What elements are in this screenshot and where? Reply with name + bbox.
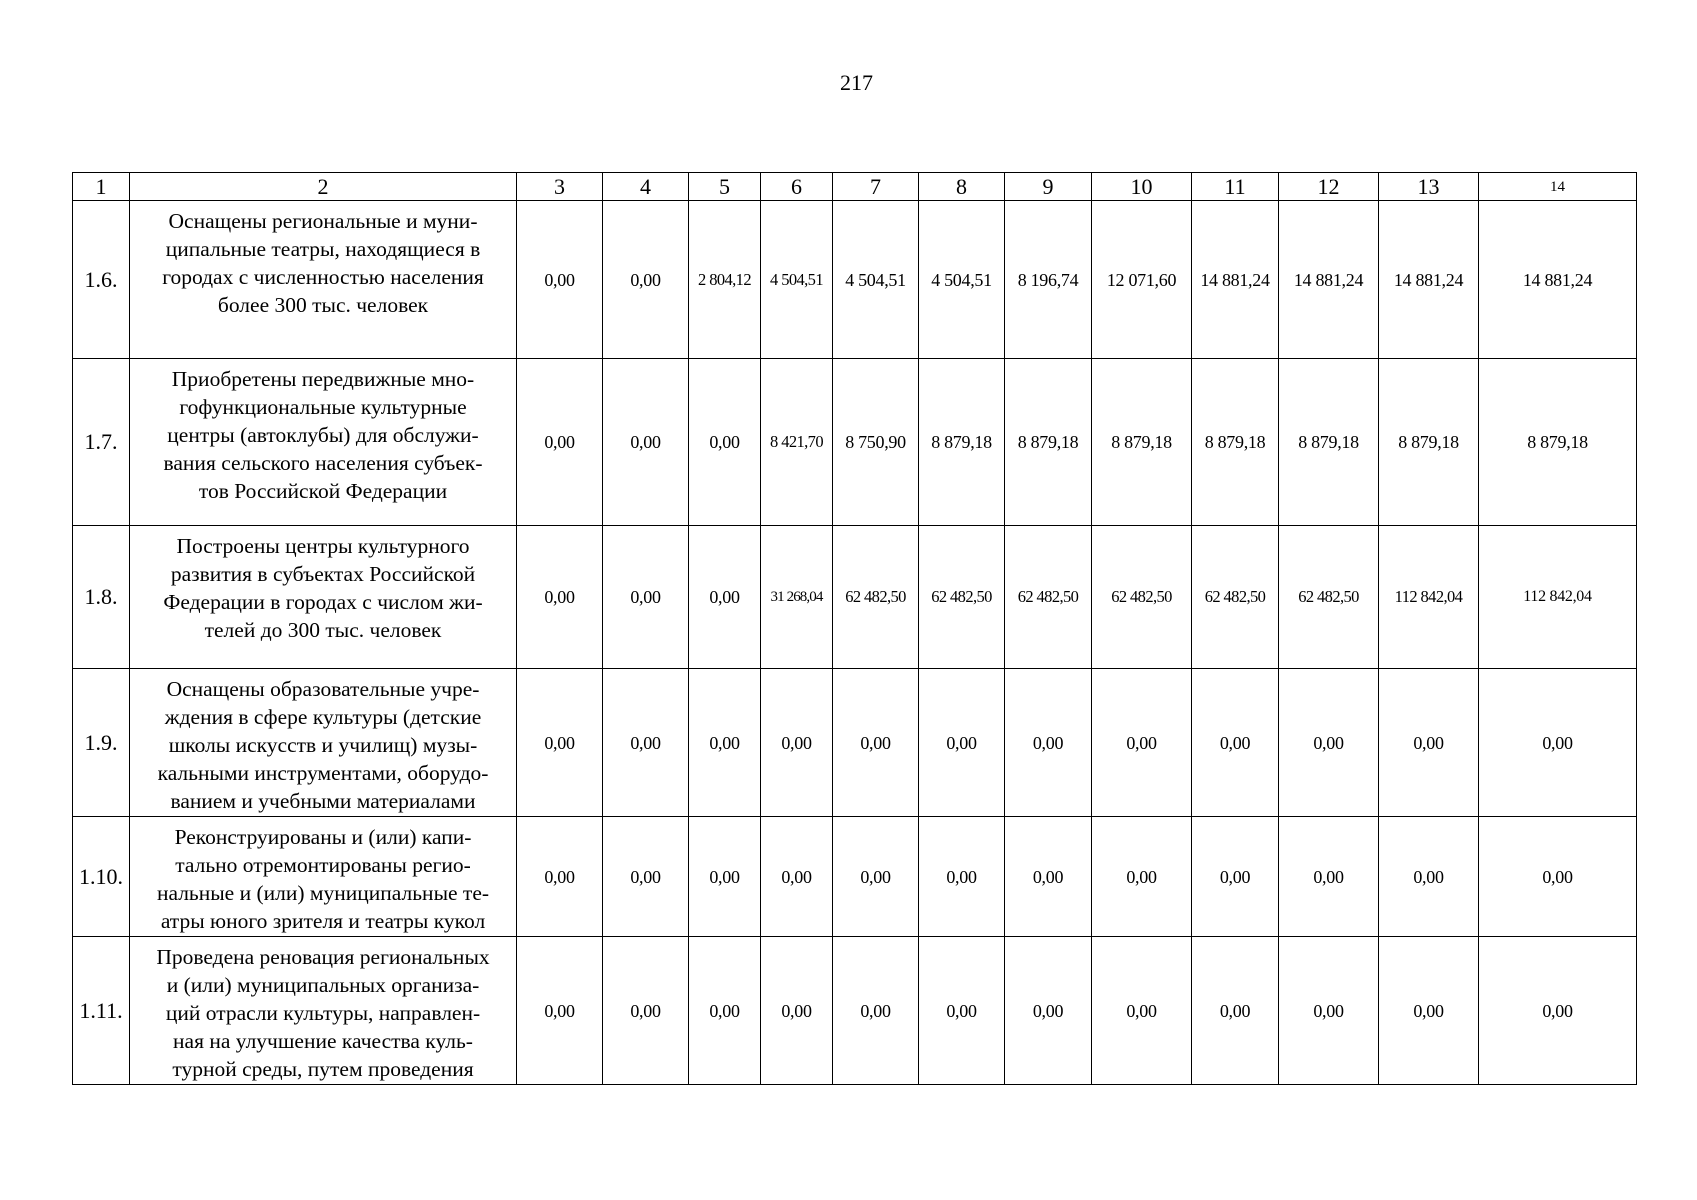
value-cell: 62 482,50 [1279,526,1379,669]
value-cell: 8 421,70 [761,359,833,526]
header-cell: 11 [1192,173,1279,201]
value-cell: 0,00 [603,669,689,817]
value-cell: 2 804,12 [689,201,761,359]
row-number: 1.8. [73,526,130,669]
page-number: 217 [840,70,873,95]
value-cell: 0,00 [919,937,1005,1085]
description-line: ципальные театры, находящиеся в [165,237,481,261]
value-cell: 0,00 [1192,937,1279,1085]
description-line: Приобретены передвижные мно- [171,367,475,391]
value-cell: 0,00 [833,669,919,817]
row-description [130,359,517,526]
value-cell: 0,00 [517,526,603,669]
value-cell: 0,00 [1005,669,1092,817]
header-cell: 10 [1092,173,1192,201]
value-cell: 0,00 [517,359,603,526]
value-cell: 0,00 [1005,937,1092,1085]
description-line: ная на улучшение качества куль- [173,1029,473,1053]
description-line: гофункциональные культурные [179,395,467,419]
header-cell: 4 [603,173,689,201]
header-cell: 1 [73,173,130,201]
description-line: и (или) муниципальных организа- [166,973,480,997]
value-cell: 0,00 [833,937,919,1085]
value-cell: 0,00 [603,937,689,1085]
value-cell: 0,00 [517,669,603,817]
value-cell: 112 842,04 [1379,526,1479,669]
value-cell: 14 881,24 [1379,201,1479,359]
row-description [130,669,517,817]
description-line: телей до 300 тыс. человек [204,618,442,642]
value-cell: 8 879,18 [1379,359,1479,526]
value-cell: 0,00 [1005,817,1092,937]
header-cell: 6 [761,173,833,201]
value-cell: 0,00 [1192,669,1279,817]
value-cell: 8 196,74 [1005,201,1092,359]
value-cell: 0,00 [1379,817,1479,937]
value-cell: 0,00 [689,937,761,1085]
description-line: Оснащены образовательные учре- [166,677,480,701]
header-cell: 12 [1279,173,1379,201]
value-cell: 0,00 [761,817,833,937]
value-cell: 0,00 [1279,937,1379,1085]
value-cell: 31 268,04 [761,526,833,669]
value-cell: 112 842,04 [1479,526,1637,669]
description-line: тально отремонтированы регио- [175,853,471,877]
description-line: Федерации в городах с числом жи- [163,590,483,614]
value-cell: 0,00 [1092,669,1192,817]
row-number: 1.11. [73,937,130,1085]
value-cell: 8 879,18 [1279,359,1379,526]
description-line: ждения в сфере культуры (детские [164,705,482,729]
value-cell: 62 482,50 [1005,526,1092,669]
value-cell: 0,00 [833,817,919,937]
description-line: Построены центры культурного [176,534,470,558]
value-cell: 0,00 [1192,817,1279,937]
value-cell: 0,00 [761,937,833,1085]
description-line: развития в субъектах Российской [170,562,476,586]
value-cell: 0,00 [603,526,689,669]
value-cell: 62 482,50 [1192,526,1279,669]
value-cell: 4 504,51 [833,201,919,359]
header-cell: 14 [1479,173,1637,201]
row-number: 1.10. [73,817,130,937]
table-row [73,201,1637,359]
header-cell: 8 [919,173,1005,201]
header-cell: 3 [517,173,603,201]
header-row [73,173,1637,201]
value-cell: 8 879,18 [1092,359,1192,526]
header-cell: 2 [130,173,517,201]
value-cell: 0,00 [1479,817,1637,937]
table-row [73,817,1637,937]
value-cell: 0,00 [689,817,761,937]
description-line: турной среды, путем проведения [172,1057,474,1081]
description-line: Проведена реновация региональных [156,945,490,969]
value-cell: 8 750,90 [833,359,919,526]
value-cell: 0,00 [517,937,603,1085]
value-cell: 8 879,18 [1192,359,1279,526]
header-cell: 7 [833,173,919,201]
description-line: атры юного зрителя и театры кукол [160,909,486,933]
value-cell: 0,00 [1279,669,1379,817]
header-cell: 5 [689,173,761,201]
value-cell: 14 881,24 [1479,201,1637,359]
description-line: ванием и учебными материалами [170,789,476,813]
row-description [130,201,517,359]
description-line: кальными инструментами, оборудо- [157,761,489,785]
description-line: более 300 тыс. человек [217,293,429,317]
data-table [72,172,1637,1085]
table-row [73,359,1637,526]
row-description [130,817,517,937]
description-line: городах с численностью населения [162,265,484,289]
description-line: ций отрасли культуры, направлен- [165,1001,481,1025]
value-cell: 62 482,50 [1092,526,1192,669]
value-cell: 0,00 [919,669,1005,817]
value-cell: 4 504,51 [761,201,833,359]
description-line: школы искусств и училищ) музы- [168,733,478,757]
row-description [130,937,517,1085]
value-cell: 8 879,18 [919,359,1005,526]
description-line: тов Российской Федерации [198,479,448,503]
row-number: 1.6. [73,201,130,359]
value-cell: 8 879,18 [1479,359,1637,526]
value-cell: 0,00 [689,526,761,669]
value-cell: 0,00 [1379,937,1479,1085]
value-cell: 8 879,18 [1005,359,1092,526]
header-cell: 9 [1005,173,1092,201]
value-cell: 0,00 [1479,937,1637,1085]
value-cell: 4 504,51 [919,201,1005,359]
value-cell: 0,00 [1279,817,1379,937]
table-row [73,526,1637,669]
value-cell: 14 881,24 [1192,201,1279,359]
value-cell: 62 482,50 [833,526,919,669]
header-cell: 13 [1379,173,1479,201]
description-line: Реконструированы и (или) капи- [174,825,472,849]
description-line: Оснащены региональные и муни- [168,209,478,233]
value-cell: 62 482,50 [919,526,1005,669]
description-line: нальные и (или) муниципальные те- [156,881,490,905]
table-row [73,937,1637,1085]
value-cell: 12 071,60 [1092,201,1192,359]
value-cell: 0,00 [517,201,603,359]
value-cell: 0,00 [1092,817,1192,937]
table-row [73,669,1637,817]
value-cell: 0,00 [1479,669,1637,817]
value-cell: 0,00 [761,669,833,817]
description-line: вания сельского населения субъек- [163,451,483,475]
value-cell: 14 881,24 [1279,201,1379,359]
row-description [130,526,517,669]
row-number: 1.7. [73,359,130,526]
value-cell: 0,00 [919,817,1005,937]
value-cell: 0,00 [517,817,603,937]
value-cell: 0,00 [603,359,689,526]
value-cell: 0,00 [1379,669,1479,817]
value-cell: 0,00 [603,201,689,359]
value-cell: 0,00 [689,359,761,526]
value-cell: 0,00 [689,669,761,817]
value-cell: 0,00 [1092,937,1192,1085]
description-line: центры (автоклубы) для обслужи- [167,423,479,447]
row-number: 1.9. [73,669,130,817]
value-cell: 0,00 [603,817,689,937]
